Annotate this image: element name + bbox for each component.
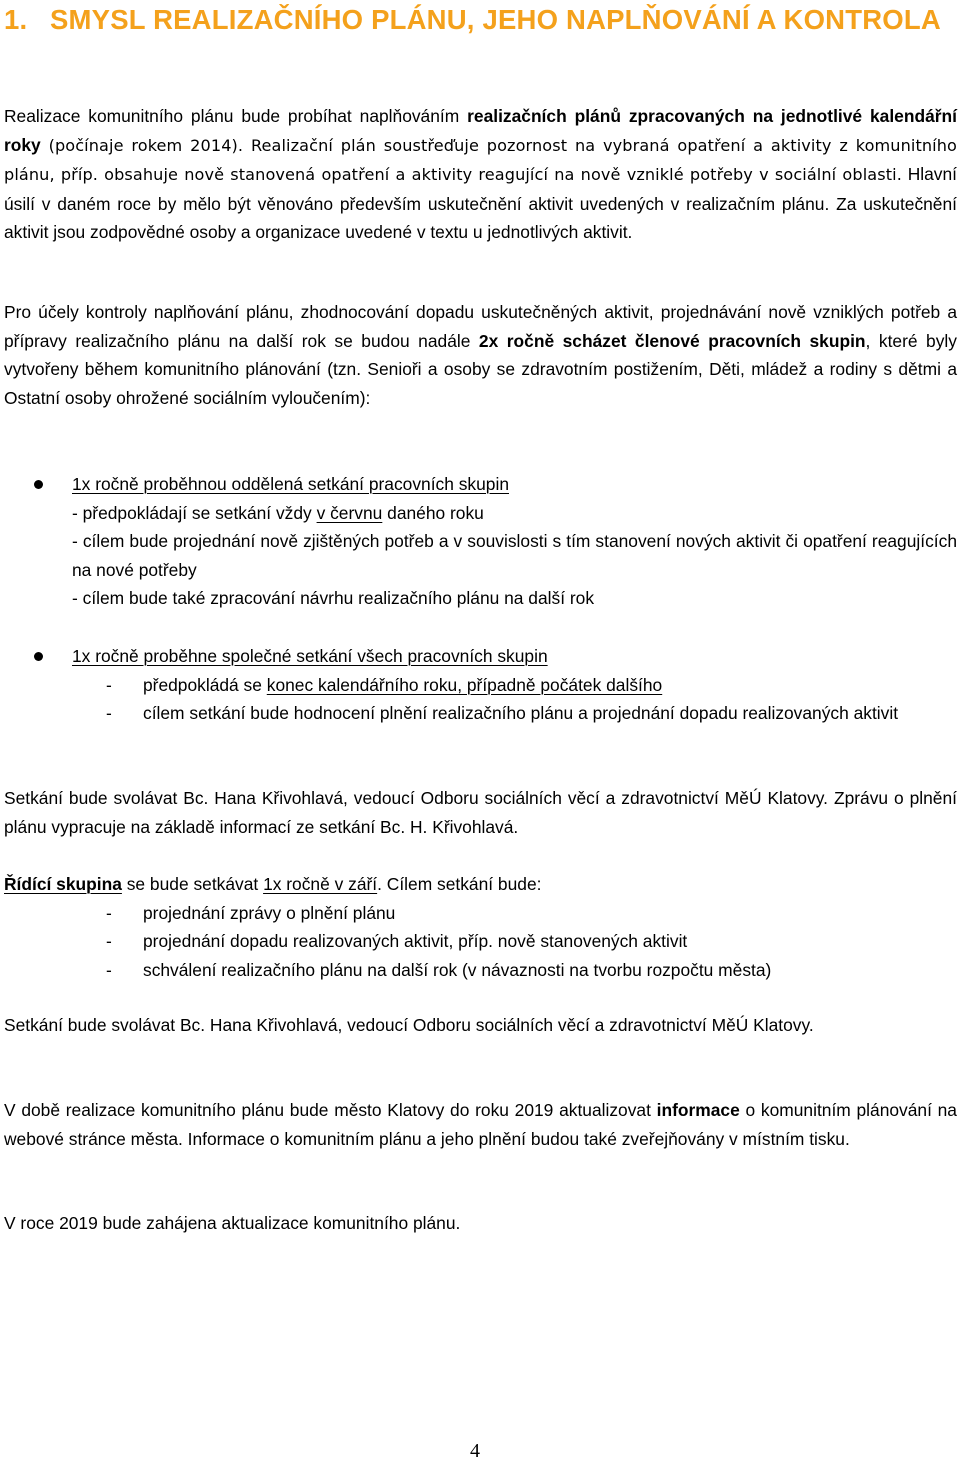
section-number: 1. [4, 4, 28, 35]
steering-group-intro [4, 870, 957, 899]
steering-group-label: Řídící skupina [4, 874, 122, 894]
bullet-joint-meeting [4, 642, 957, 728]
convener-paragraph-2: Setkání bude svolávat Bc. Hana Křivohlavá, vedoucí Odboru sociálních věcí a zdravotnictví MěÚ Klatovy. [4, 1015, 814, 1035]
web-info-paragraph [4, 1096, 957, 1153]
update-paragraph: V roce 2019 bude zahájena aktualizace komunitního plánu. [4, 1213, 461, 1233]
steering-group-text-a: se bude setkávat [121, 874, 264, 894]
dash-item [4, 927, 957, 956]
bullet-line-b: daného roku [382, 502, 484, 523]
bullet-dot-icon [34, 480, 43, 489]
dash-marker: - [106, 703, 112, 723]
bullet-row [4, 470, 957, 499]
dash-item [4, 899, 957, 928]
bullet-line-text: - cílem bude také zpracování návrhu realizačního plánu na další rok [72, 588, 595, 608]
dash-text: schválení realizačního plánu na další rok (v návaznosti na tvorbu rozpočtu města) [143, 959, 772, 980]
intro-text-c: Hlavní úsilí v daném roce by mělo být věnováno především uskutečnění aktivit uvedených v realizačním plánu. Za uskutečnění aktivit jsou zodpovědné osoby a organizace uvedené v textu u jednotlivých aktivit. [4, 164, 957, 242]
bullet-separate-meetings [4, 470, 957, 613]
bullet-line-a: - předpokládají se setkání vždy [72, 502, 317, 523]
dash-item [4, 699, 957, 728]
intro-paragraph [4, 102, 957, 247]
dash-text-a: předpokládá se [143, 674, 267, 695]
web-info-bold: informace [656, 1100, 740, 1120]
dash-text: projednání zprávy o plnění plánu [143, 902, 396, 923]
dash-text: cílem setkání bude hodnocení plnění realizačního plánu a projednání dopadu realizovaných aktivit [143, 703, 899, 723]
dash-marker: - [106, 931, 112, 951]
steering-group-text-b: . Cílem setkání bude: [377, 874, 542, 894]
bullet-title: 1x ročně proběhnou oddělená setkání pracovních skupin [72, 474, 509, 494]
steering-group-schedule: 1x ročně v září [263, 874, 378, 894]
convener-paragraph: Setkání bude svolávat Bc. Hana Křivohlavá, vedoucí Odboru sociálních věcí a zdravotnictví MěÚ Klatovy. Zprávu o plnění plánu vypracuje na základě informací ze setkání Bc. H. Křivohlavá. [4, 788, 957, 837]
bullet-row [4, 642, 957, 671]
dash-text: projednání dopadu realizovaných aktivit, příp. nově stanovených aktivit [143, 931, 688, 951]
bullet-line [4, 584, 957, 613]
section-heading [4, 4, 941, 36]
bullet-dot-icon [34, 652, 43, 661]
control-text-a: Pro účely kontroly naplňování plánu, zhodnocování dopadu uskutečněných aktivit, projednávání nově vzniklých potřeb a přípravy realizačního plánu na další rok se budou nadále [4, 302, 957, 351]
dash-item [4, 671, 957, 700]
dash-marker: - [106, 674, 112, 695]
control-text-bold: 2x ročně scházet členové pracovních skupin [478, 330, 866, 351]
section-title: SMYSL REALIZAČNÍHO PLÁNU, JEHO NAPLŇOVÁNÍ A KONTROLA [50, 4, 941, 35]
bullet-line-underlined: v červnu [316, 502, 383, 523]
bullet-line-text [72, 499, 957, 528]
dash-marker: - [106, 959, 112, 980]
bullet-line-text: - cílem bude projednání nově zjištěných potřeb a v souvislosti s tím stanovení nových aktivit či opatření reagujících na nové potřeby [72, 531, 957, 580]
steering-group-text [4, 870, 541, 899]
dash-text [143, 671, 957, 700]
bullet-title: 1x ročně proběhne společné setkání všech pracovních skupin [72, 646, 548, 666]
web-info-text-b: o komunitním plánování na webové stránce města. Informace o komunitním plánu a jeho plnění budou také zveřejňovány v místním tisku. [4, 1100, 957, 1149]
dash-text-underlined: konec kalendářního roku, případně počátek dalšího [266, 674, 663, 695]
intro-text-b: (počínaje rokem 2014). Realizační plán soustřeďuje pozornost na vybraná opatření a aktivity z komunitního plánu, příp. obsahuje nově stanovená opatření a aktivity reagující na nově vzniklé potřeby v sociální oblasti. [4, 135, 957, 184]
web-info-text-a: V době realizace komunitního plánu bude město Klatovy do roku 2019 aktualizovat [4, 1100, 657, 1120]
bullet-line [4, 499, 957, 528]
intro-text-bold: realizačních plánů zpracovaných na jednotlivé kalendářní roky [4, 106, 957, 155]
dash-marker: - [106, 902, 112, 923]
control-paragraph [4, 298, 957, 412]
bullet-line [4, 527, 957, 584]
dash-item [4, 956, 957, 985]
control-text-b: , které byly vytvořeny během komunitního plánování (tzn. Senioři a osoby se zdravotním postižením, Děti, mládež a rodiny s dětmi a Ostatní osoby ohrožené sociálním vyloučením): [4, 330, 957, 408]
page-number: 4 [470, 1440, 480, 1462]
intro-text-a: Realizace komunitního plánu bude probíhat naplňováním [4, 106, 468, 126]
steering-group-block [4, 870, 957, 984]
